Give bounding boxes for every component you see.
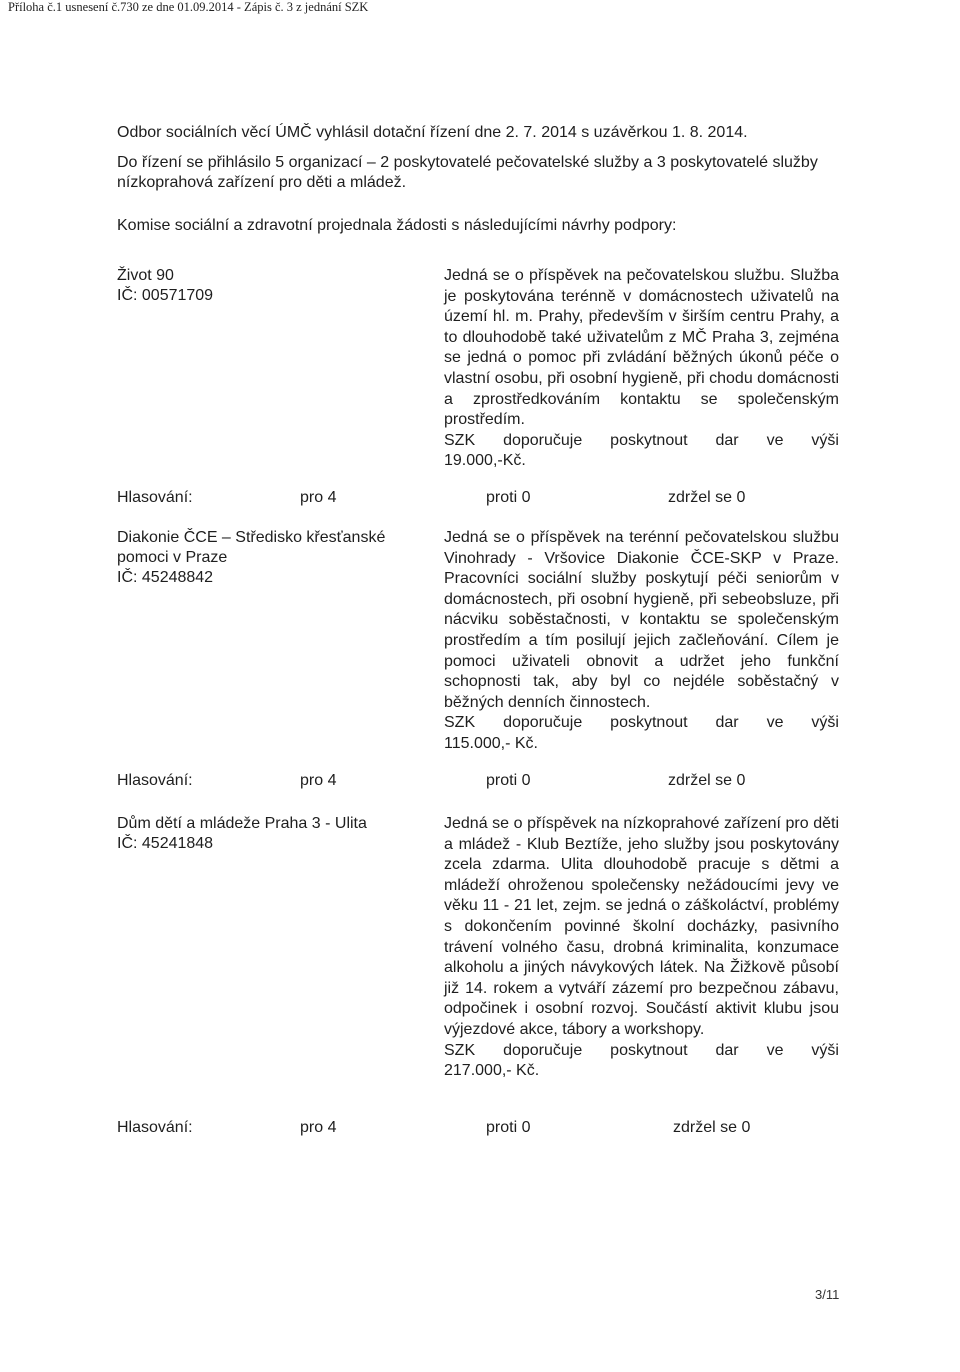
vote-zdrzel: zdržel se 0 [668, 772, 746, 789]
vote-label: Hlasování: [117, 489, 193, 506]
intro-line-2: Do řízení se přihlásilo 5 organizací – 2 poskytovatelé pečovatelské služby a 3 poskytovatelé služby nízkoprahová zařízení pro děti a mládež. [117, 154, 818, 191]
vote-pro: pro 4 [300, 489, 337, 506]
vote-zdrzel: zdržel se 0 [668, 489, 746, 506]
intro-line-3: Komise sociální a zdravotní projednala žádosti s následujícími návrhy podpory: [117, 217, 677, 234]
entry-3-organization [117, 814, 432, 854]
entry-1-description [444, 266, 839, 472]
document-header: Příloha č.1 usnesení č.730 ze dne 01.09.2014 - Zápis č. 3 z jednání SZK [8, 0, 369, 14]
vote-pro: pro 4 [300, 772, 337, 789]
organization-name: Diakonie ČCE – Středisko křesťanské pomoci v Praze [117, 529, 386, 566]
organization-name: Dům dětí a mládeže Praha 3 - Ulita [117, 815, 367, 832]
entry-1-organization [117, 266, 432, 306]
vote-proti: proti 0 [486, 1119, 531, 1136]
vote-zdrzel: zdržel se 0 [673, 1119, 751, 1136]
entry-2-organization [117, 528, 432, 588]
organization-name: Život 90 [117, 267, 174, 284]
recommendation-line: SZK doporučuje poskytnout dar ve výši [444, 431, 839, 449]
vote-proti: proti 0 [486, 489, 531, 506]
vote-proti: proti 0 [486, 772, 531, 789]
organization-ic: IČ: 00571709 [117, 287, 214, 304]
organization-ic: IČ: 45248842 [117, 569, 214, 586]
recommendation-line: SZK doporučuje poskytnout dar ve výši [444, 1041, 839, 1059]
recommendation-line: SZK doporučuje poskytnout dar ve výši [444, 714, 839, 732]
page-number: 3/11 [815, 1287, 840, 1302]
recommended-amount: 115.000,- Kč. [444, 734, 538, 752]
intro-line-1: Odbor sociálních věcí ÚMČ vyhlásil dotační řízení dne 2. 7. 2014 s uzávěrkou 1. 8. 2014. [117, 124, 748, 141]
recommended-amount: 217.000,- Kč. [444, 1062, 540, 1080]
entry-3-description [444, 814, 839, 1082]
vote-label: Hlasování: [117, 1119, 193, 1136]
entry-2-description [444, 528, 839, 755]
vote-pro: pro 4 [300, 1119, 337, 1136]
description-text: Jedná se o příspěvek na terénní pečovatelskou službu Vinohrady - Vršovice Diakonie ČCE-SKP v Praze. Pracovníci sociální služby poskytují péči seniorům v domácnostech, při osobní hygieně, při sebeobsluze, při nácviku soběstačnosti, v kontaktu se společenským prostředím a tím posilují jejich začleňování. Cílem je pomoci uživateli obnovit a udržet jeho funkční schopnosti tak, aby byl co nejdéle soběstačný v běžných denních činnostech. [444, 529, 839, 711]
organization-ic: IČ: 45241848 [117, 835, 214, 852]
description-text: Jedná se o příspěvek na nízkoprahové zařízení pro děti a mládež - Klub Beztíže, jeho služby jsou poskytovány zcela zdarma. Ulita dlouhodobě pracuje s dětmi a mládeží ohroženou společensky nežádoucími jevy ve věku 11 - 21 let, zejm. se jedná o záškoláctví, problémy s dokončením povinné školní docházky, pasivního trávení volného času, drobná kriminalita, konzumace alkoholu a jiných návykových látek. Na Žižkově působí již 14. rokem a vytváří zázemí pro bezpečnou zábavu, odpočinek i osobní rozvoj. Součástí aktivit klubu jsou výjezdové akce, tábory a workshopy. [444, 815, 839, 1038]
description-text: Jedná se o příspěvek na pečovatelskou službu. Služba je poskytována terénně v domácnostech uživatelů na území hl. m. Prahy, především v širším centru Prahy, a to dlouhodobě také uživatelům z MČ Praha 3, zejména se jedná o pomoc při zvládání běžných úkonů péče o vlastní osobu, při osobní hygieně, při chodu domácnosti a zprostředkováním kontaktu se společenským prostředím. [444, 267, 839, 429]
recommended-amount: 19.000,-Kč. [444, 452, 526, 470]
vote-label: Hlasování: [117, 772, 193, 789]
